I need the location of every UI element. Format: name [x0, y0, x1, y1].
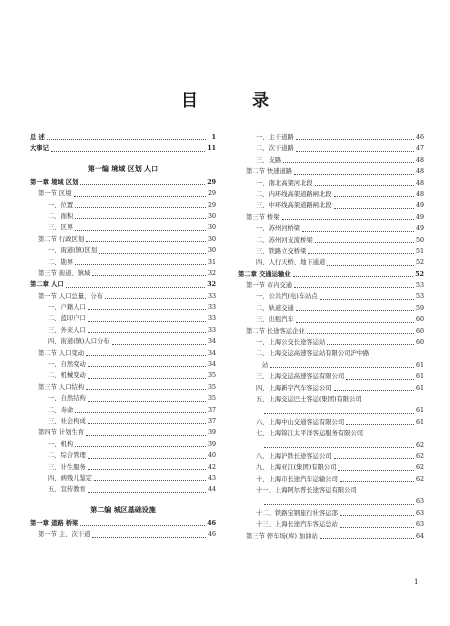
toc-entry-page: 62 [415, 475, 424, 483]
toc-entry-label: 第二章 交通运输业 [238, 270, 291, 278]
dot-leader [80, 525, 205, 526]
toc-entry [30, 393, 216, 404]
toc-entry-page: 52 [415, 270, 424, 278]
dot-leader [315, 242, 414, 243]
toc-entry [30, 336, 216, 347]
toc-entry-label: 一、机构 [48, 440, 74, 448]
toc-entry-page: 32 [207, 281, 216, 289]
toc-entry-page: 31 [207, 258, 216, 266]
toc-entry-page: 53 [415, 282, 424, 290]
toc-entry-label: 第一节 人口总量、分布 [38, 292, 103, 300]
toc-entry [30, 529, 216, 540]
dot-leader [340, 515, 414, 516]
toc-entry-page: 33 [207, 315, 216, 323]
toc-entry [30, 211, 216, 222]
dot-leader [88, 469, 206, 470]
toc-entry [238, 337, 424, 348]
toc-entry-page: 48 [415, 179, 424, 187]
toc-entry [30, 222, 216, 233]
dot-leader [75, 264, 206, 265]
toc-entry-page: 60 [415, 327, 424, 335]
toc-entry-label: 一、自然结构 [48, 395, 86, 403]
dot-leader [88, 423, 206, 424]
dot-leader [92, 537, 206, 538]
dot-leader [296, 322, 414, 323]
toc-entry [238, 508, 424, 519]
toc-entry-page: 48 [415, 156, 424, 164]
toc-entry-label: 八、上海沪铁长途客运公司 [256, 452, 332, 460]
toc-entry-page: 39 [207, 440, 216, 448]
toc-entry [238, 531, 424, 542]
dot-leader [334, 196, 414, 197]
dot-leader [51, 151, 205, 152]
toc-entry-label: 二、上海交运高速客运站有限公司沪中路 [256, 350, 370, 358]
toc-entry-page: 61 [415, 418, 424, 426]
toc-entry-page: 11 [207, 145, 216, 153]
toc-entry-label: 十三、上海长途汽车客运总站 [256, 521, 338, 529]
toc-entry-page: 63 [415, 498, 424, 506]
toc-entry [238, 132, 424, 143]
toc-entry [238, 428, 424, 439]
toc-entry-label: 一、公共汽(电)车站点 [256, 293, 318, 301]
toc-entry [238, 451, 424, 462]
dot-leader [296, 139, 414, 140]
toc-entry-page: 48 [415, 168, 424, 176]
dot-leader [283, 162, 414, 163]
toc-entry [238, 360, 424, 371]
toc-entry-page: 61 [415, 407, 424, 415]
toc-entry-page: 44 [207, 486, 216, 494]
toc-entry-label: 第一节 市内交通 [246, 282, 293, 290]
toc-entry [238, 371, 424, 382]
toc-entry-label: 站 [262, 361, 269, 369]
toc-entry [238, 212, 424, 223]
toc-entry [238, 166, 424, 177]
dot-leader [296, 151, 414, 152]
toc-entry-page: 35 [207, 395, 216, 403]
toc-entry-page: 64 [415, 532, 424, 540]
toc-right-column [238, 132, 424, 542]
toc-entry-label: 二、蓝印户口 [48, 315, 86, 323]
toc-entry-label: 一、上海公交长途客运站 [256, 339, 326, 347]
toc-entry-page: 49 [415, 213, 424, 221]
dot-leader [327, 265, 414, 266]
toc-entry [238, 326, 424, 337]
toc-entry-label: 第三节 街道、镇域 [38, 269, 91, 277]
toc-entry-page: 62 [415, 441, 424, 449]
toc-entry-label: 七、上海锦江太平洋客运服务有限公司 [256, 430, 364, 438]
dot-leader [88, 458, 206, 459]
dot-leader [88, 366, 206, 367]
toc-entry-page: 49 [415, 202, 424, 210]
toc-entry [238, 280, 424, 291]
dot-leader [105, 298, 206, 299]
dot-leader [66, 287, 206, 288]
dot-leader [334, 458, 414, 459]
toc-entry [30, 161, 216, 177]
toc-entry [30, 325, 216, 336]
toc-entry [30, 439, 216, 450]
dot-leader [315, 185, 414, 186]
toc-entry [238, 405, 424, 416]
dot-leader [340, 481, 414, 482]
toc-entry [30, 462, 216, 473]
toc-entry-label: 二、内环线高架道路闸北段 [256, 190, 332, 198]
dot-leader [75, 412, 206, 413]
toc-entry-page: 47 [415, 145, 424, 153]
toc-entry [30, 200, 216, 211]
toc-entry-page: 33 [207, 304, 216, 312]
toc-entry-label: 三、社会构成 [48, 417, 86, 425]
toc-entry [238, 485, 424, 496]
dot-leader [94, 480, 206, 481]
toc-entry-page: 35 [207, 372, 216, 380]
toc-entry-page: 34 [207, 338, 216, 346]
toc-entry-page: 59 [415, 304, 424, 312]
dot-leader [75, 218, 206, 219]
toc-entry-label: 二、勘界 [48, 258, 74, 266]
toc-entry-label: 四、病残儿鉴定 [48, 474, 93, 482]
dot-leader [293, 276, 414, 277]
toc-entry-page: 33 [207, 326, 216, 334]
toc-entry-page: 53 [415, 293, 424, 301]
dot-leader [327, 344, 414, 345]
toc-entry [30, 177, 216, 188]
toc-entry-page: 29 [207, 190, 216, 198]
toc-entry-label: 二、次干道路 [256, 145, 294, 153]
toc-entry-page: 48 [415, 190, 424, 198]
toc-entry [30, 382, 216, 393]
toc-entry [30, 313, 216, 324]
toc-entry-label: 第二章 人口 [30, 281, 64, 289]
dot-leader [75, 446, 206, 447]
toc-entry-page: 49 [415, 225, 424, 233]
dot-leader [296, 310, 414, 311]
toc-entry-label: 三、出租汽车 [256, 316, 294, 324]
toc-entry [30, 502, 216, 518]
toc-entry-label: 十一、上海阿尔普长途客运有限公司 [256, 487, 357, 495]
toc-entry [238, 246, 424, 257]
toc-entry-label: 九、上海亚江(集团)有限公司 [256, 464, 337, 472]
toc-entry [30, 132, 216, 143]
dot-leader [302, 231, 414, 232]
toc-entry-page: 52 [415, 259, 424, 267]
toc-entry [30, 473, 216, 484]
toc-entry-label: 二、面积 [48, 212, 74, 220]
toc-entry [30, 518, 216, 529]
toc-entry-label: 第三节 人口结构 [38, 383, 85, 391]
toc-entry-label: 第二节 人口变动 [38, 349, 85, 357]
toc-entry [238, 189, 424, 200]
toc-entry-page: 43 [207, 474, 216, 482]
toc-entry-label: 第一章 境域 区划 [30, 178, 79, 186]
toc-entry-label: 二、苏州河支流桥梁 [256, 236, 313, 244]
toc-entry-label: 第一章 道路 桥梁 [30, 519, 79, 527]
toc-entry-label: 二、轨道交通 [256, 304, 294, 312]
toc-entry [238, 383, 424, 394]
toc-entry-page: 60 [415, 316, 424, 324]
toc-entry-label: 五、上海交运巴士客运(集团)有限公司 [256, 395, 362, 403]
toc-entry-page: 61 [415, 373, 424, 381]
toc-entry-page: 30 [207, 235, 216, 243]
dot-leader [320, 538, 414, 539]
toc-entry-page: 61 [415, 361, 424, 369]
toc-entry [30, 359, 216, 370]
toc-entry-page: 32 [207, 269, 216, 277]
dot-leader [88, 378, 206, 379]
toc-entry [30, 427, 216, 438]
toc-entry [30, 450, 216, 461]
toc-entry-label: 第二编 城区基础设施 [90, 504, 156, 514]
toc-entry-label: 一、苏州河桥梁 [256, 225, 301, 233]
dot-leader [308, 253, 414, 254]
toc-entry-label: 三、外来人口 [48, 326, 86, 334]
dot-leader [264, 413, 414, 414]
dot-leader [88, 401, 206, 402]
dot-leader [340, 527, 414, 528]
toc-entry-label: 大事记 [30, 145, 49, 153]
toc-entry-label: 二、寿命 [48, 406, 74, 414]
dot-leader [86, 389, 206, 390]
toc-entry-page: 46 [207, 519, 216, 527]
toc-entry [30, 291, 216, 302]
toc-entry-page: 61 [415, 384, 424, 392]
toc-entry [238, 394, 424, 405]
dot-leader [294, 174, 414, 175]
toc-entry-label: 四、上海新宇汽车客运公司 [256, 384, 332, 392]
toc-entry-page: 60 [415, 339, 424, 347]
dot-leader [346, 424, 414, 425]
dot-leader [86, 355, 206, 356]
toc-entry-label: 三、中环线高架道路闸北段 [256, 202, 332, 210]
toc-entry [30, 257, 216, 268]
toc-entry [238, 417, 424, 428]
toc-entry [238, 462, 424, 473]
toc-entry-label: 三、区界 [48, 224, 74, 232]
dot-leader [92, 275, 206, 276]
toc-entry [30, 302, 216, 313]
dot-leader [75, 230, 206, 231]
dot-leader [80, 184, 205, 185]
toc-entry [238, 155, 424, 166]
toc-entry [238, 223, 424, 234]
toc-entry-page: 50 [415, 236, 424, 244]
toc-entry-label: 一、南北高架河北段 [256, 179, 313, 187]
toc-entry [30, 348, 216, 359]
dot-leader [74, 196, 206, 197]
dot-leader [88, 309, 206, 310]
toc-entry [30, 234, 216, 245]
toc-entry-page: 37 [207, 406, 216, 414]
toc-entry-label: 六、上海中山交通客运有限公司 [256, 418, 345, 426]
toc-entry-label: 一、主干道路 [256, 133, 294, 141]
dot-leader [86, 241, 206, 242]
toc-entry-page: 30 [207, 247, 216, 255]
toc-entry-page: 62 [415, 452, 424, 460]
toc-entry-label: 三、计生服务 [48, 463, 86, 471]
toc-entry [30, 268, 216, 279]
dot-leader [264, 447, 414, 448]
toc-entry [238, 291, 424, 302]
toc-entry-label: 一、位置 [48, 201, 74, 209]
toc-entry-label: 三、铁路立交桥梁 [256, 247, 307, 255]
toc-entry-label: 第二节 快速道路 [246, 168, 293, 176]
toc-entry-label: 十、上海市长途汽车运输公司 [256, 475, 338, 483]
toc-entry-page: 63 [415, 509, 424, 517]
dot-leader [88, 492, 206, 493]
dot-leader [88, 321, 206, 322]
toc-entry-label: 第三节 停车场(库) 加油站 [246, 532, 318, 540]
toc-entry-page: 37 [207, 417, 216, 425]
dot-leader [112, 344, 206, 345]
toc-entry-label: 十二、铁路宝钢旅行社客运部 [256, 509, 338, 517]
dot-leader [86, 435, 206, 436]
toc-entry-label: 第一编 境域 区划 人口 [87, 163, 159, 173]
dot-leader [75, 207, 206, 208]
toc-entry [238, 178, 424, 189]
dot-leader [88, 332, 206, 333]
toc-entry-label: 第二节 行政区划 [38, 235, 85, 243]
toc-entry-label: 第一节 主、次干道 [38, 531, 91, 539]
dot-leader [334, 208, 414, 209]
toc-entry-label: 二、机械变动 [48, 372, 86, 380]
dot-leader [294, 287, 414, 288]
toc-entry-page: 46 [415, 133, 424, 141]
toc-entry [238, 143, 424, 154]
toc-entry [238, 200, 424, 211]
toc-entry-label: 三、上海交运高速客运有限公司 [256, 373, 345, 381]
toc-entry-label: 总 述 [30, 133, 45, 141]
toc-entry-label: 三、支路 [256, 156, 282, 164]
toc-entry [238, 497, 424, 508]
toc-entry-page: 30 [207, 224, 216, 232]
toc-entry-page: 51 [415, 247, 424, 255]
toc-entry [30, 484, 216, 495]
toc-title: 目 录 [181, 91, 293, 111]
toc-entry-label: 五、宣传教育 [48, 486, 86, 494]
toc-entry [30, 279, 216, 290]
toc-entry-page: 33 [207, 292, 216, 300]
toc-entry [238, 303, 424, 314]
toc-entry-page: 39 [207, 429, 216, 437]
toc-entry-page: 63 [415, 521, 424, 529]
toc-entry-label: 一、户籍人口 [48, 304, 86, 312]
toc-entry-page: 29 [207, 178, 216, 186]
toc-entry [238, 235, 424, 246]
toc-entry-page: 34 [207, 361, 216, 369]
toc-entry [30, 370, 216, 381]
dot-leader [270, 367, 414, 368]
dot-leader [346, 379, 414, 380]
toc-entry-page: 46 [207, 531, 216, 539]
toc-entry [238, 257, 424, 268]
toc-entry-label: 第二节 长途客运企业 [246, 327, 305, 335]
toc-entry-page: 35 [207, 383, 216, 391]
toc-entry-page: 62 [415, 464, 424, 472]
toc-entry-page: 1 [211, 133, 216, 141]
toc-entry-label: 一、街道(镇)区划 [48, 247, 97, 255]
toc-entry [238, 519, 424, 530]
toc-entry-page: 34 [207, 349, 216, 357]
toc-entry [238, 348, 424, 359]
toc-left-column [30, 132, 216, 541]
toc-entry-page: 30 [207, 212, 216, 220]
toc-entry [238, 314, 424, 325]
toc-entry-label: 四、街道(镇)人口分布 [48, 338, 110, 346]
toc-entry [238, 269, 424, 280]
toc-entry [238, 474, 424, 485]
toc-entry-label: 一、自然变动 [48, 361, 86, 369]
dot-leader [338, 470, 414, 471]
dot-leader [264, 504, 414, 505]
toc-entry [238, 440, 424, 451]
dot-leader [47, 139, 206, 140]
toc-entry [30, 245, 216, 256]
toc-entry [30, 143, 216, 154]
dot-leader [99, 253, 206, 254]
toc-entry-label: 第三节 桥梁 [246, 213, 280, 221]
toc-entry-label: 第一节 区境 [38, 190, 72, 198]
dot-leader [282, 219, 414, 220]
toc-entry-label: 四、人行天桥、地下通道 [256, 259, 326, 267]
dot-leader [320, 299, 414, 300]
dot-leader [334, 390, 414, 391]
page-number: 1 [414, 578, 419, 586]
dot-leader [307, 333, 414, 334]
toc-entry [30, 188, 216, 199]
toc-entry-page: 40 [207, 452, 216, 460]
toc-entry-label: 二、综合管理 [48, 452, 86, 460]
toc-entry [30, 416, 216, 427]
toc-entry-label: 第四节 计划生育 [38, 429, 85, 437]
toc-entry-page: 42 [207, 463, 216, 471]
toc-entry-page: 29 [207, 201, 216, 209]
toc-entry [30, 405, 216, 416]
